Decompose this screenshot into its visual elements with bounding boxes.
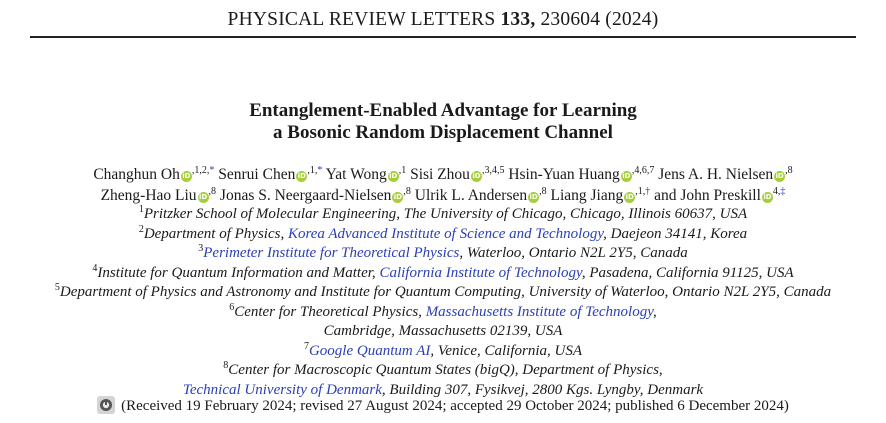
affiliation-text: , <box>653 303 657 320</box>
affiliation-line <box>0 205 886 225</box>
received-dates <box>0 396 886 416</box>
institution-link[interactable]: California Institute of Technology <box>379 264 582 281</box>
affiliation-line <box>0 342 886 362</box>
affiliation-line <box>0 322 886 342</box>
author-name: Senrui Chen <box>218 166 296 183</box>
author <box>508 166 654 183</box>
institution-link[interactable]: Google Quantum AI <box>308 342 431 359</box>
crossmark-icon[interactable] <box>97 396 115 414</box>
author <box>658 166 792 183</box>
author-affiliation-marks: ,3,4,5 <box>481 165 505 176</box>
orcid-icon[interactable]: iD <box>198 193 208 201</box>
affiliation-line <box>0 283 886 303</box>
affiliation-text: , Venice, California, USA <box>430 342 583 359</box>
orcid-icon[interactable]: iD <box>625 193 634 201</box>
author-affiliation-marks: ,8 <box>539 186 547 197</box>
affiliation-line <box>0 244 886 264</box>
author <box>654 187 785 204</box>
institution-link[interactable]: Technical University of Denmark <box>182 381 382 398</box>
orcid-icon[interactable]: iD <box>393 193 402 201</box>
author-affiliation-marks: ,8 <box>403 186 411 197</box>
author-footnote-link[interactable]: ‡ <box>780 186 786 197</box>
affiliation-text: , Building 307, Fysikvej, 2800 Kgs. Lyngby, Denmark <box>381 381 704 398</box>
orcid-icon[interactable]: iD <box>775 172 784 180</box>
author-affiliation-marks: ,4,6,7 <box>631 165 655 176</box>
author-footnote-link[interactable]: * <box>317 165 323 176</box>
journal-volume: 133, <box>500 9 536 30</box>
author-name: Ulrik L. Andersen <box>414 187 528 204</box>
affiliation-number: 5 <box>54 282 60 293</box>
author-conjunction: and <box>654 187 681 204</box>
affiliation-text: Department of Physics and Astronomy and Institute for Quantum Computing, University of Waterloo, Ontario N2L 2Y5, Canada <box>59 284 832 300</box>
affiliation-number: 8 <box>223 360 229 371</box>
author-name: Jens A. H. Nielsen <box>658 166 774 183</box>
affiliation-line <box>0 264 886 284</box>
orcid-icon[interactable]: iD <box>763 193 772 201</box>
author-name: John Preskill <box>680 187 761 204</box>
author-affiliation-marks: ,8 <box>785 165 793 176</box>
author <box>101 187 216 204</box>
affiliation-text: Pritzker School of Molecular Engineering, The University of Chicago, Chicago, Illinois 60637, USA <box>143 206 748 222</box>
affiliation-list <box>0 205 886 400</box>
author-affiliation-marks: ,1,2, <box>191 165 210 176</box>
affiliation-number: 3 <box>198 243 204 254</box>
author-name: Jonas S. Neergaard-Nielsen <box>219 187 392 204</box>
author-name: Zheng-Hao Liu <box>100 187 197 204</box>
affiliation-line <box>0 225 886 245</box>
author <box>93 166 214 183</box>
title-line-1: Entanglement-Enabled Advantage for Learning <box>249 100 637 121</box>
affiliation-text: Center for Macroscopic Quantum States (bigQ), Department of Physics, <box>228 362 663 378</box>
affiliation-text: Institute for Quantum Information and Matter, <box>97 264 380 281</box>
affiliation-number: 4 <box>92 262 98 274</box>
affiliation-text: , Waterloo, Ontario N2L 2Y5, Canada <box>459 245 688 261</box>
orcid-icon[interactable]: iD <box>297 172 306 180</box>
orcid-icon[interactable]: iD <box>389 172 398 180</box>
author-affiliation-marks: ,1 <box>398 165 407 176</box>
affiliation-text: Cambridge, Massachusetts 02139, USA <box>323 323 563 339</box>
author <box>551 187 651 204</box>
author-footnote-link[interactable]: † <box>645 186 651 197</box>
author-affiliation-marks: ,1, <box>635 186 646 197</box>
author-name: Sisi Zhou <box>410 166 470 183</box>
affiliation-number: 7 <box>303 340 309 352</box>
affiliation-line <box>0 361 886 381</box>
author-affiliation-marks: 4, <box>772 186 781 197</box>
title-line-2: a Bosonic Random Displacement Channel <box>273 122 613 143</box>
orcid-icon[interactable]: iD <box>472 172 481 180</box>
orcid-icon[interactable]: iD <box>182 172 191 180</box>
author-footnote-link[interactable]: * <box>209 165 215 176</box>
author <box>218 166 322 183</box>
affiliation-text: , Pasadena, California 91125, USA <box>581 264 794 281</box>
affiliation-number: 6 <box>229 301 235 313</box>
paper-title <box>0 100 886 144</box>
author <box>410 166 504 183</box>
affiliation-text: Department of Physics, <box>143 225 288 242</box>
author-name: Changhun Oh <box>93 166 180 183</box>
author-name: Hsin-Yuan Huang <box>508 166 620 183</box>
journal-name: PHYSICAL REVIEW LETTERS <box>227 9 496 30</box>
institution-link[interactable]: Massachusetts Institute of Technology <box>425 303 654 320</box>
author <box>415 187 547 204</box>
affiliation-line <box>0 303 886 323</box>
orcid-icon[interactable]: iD <box>529 193 538 201</box>
author-affiliation-marks: ,1, <box>307 165 318 176</box>
author-name: Liang Jiang <box>550 187 624 204</box>
institution-link[interactable]: Korea Advanced Institute of Science and Technology <box>287 225 604 242</box>
author-affiliation-marks: ,8 <box>208 186 217 197</box>
institution-link[interactable]: Perimeter Institute for Theoretical Physics <box>203 245 460 261</box>
author-name: Yat Wong <box>325 166 387 183</box>
author-list <box>0 164 886 206</box>
affiliation-text: , Daejeon 34141, Korea <box>603 225 748 242</box>
journal-header <box>30 0 856 38</box>
affiliation-text: Center for Theoretical Physics, <box>234 303 426 320</box>
author <box>326 166 407 183</box>
article-number: 230604 (2024) <box>540 9 659 30</box>
author <box>220 187 411 204</box>
received-text: (Received 19 February 2024; revised 27 August 2024; accepted 29 October 2024; published 6 December 2024) <box>121 398 789 414</box>
affiliation-number: 1 <box>138 204 144 215</box>
affiliation-number: 2 <box>138 223 144 235</box>
orcid-icon[interactable]: iD <box>622 172 631 180</box>
